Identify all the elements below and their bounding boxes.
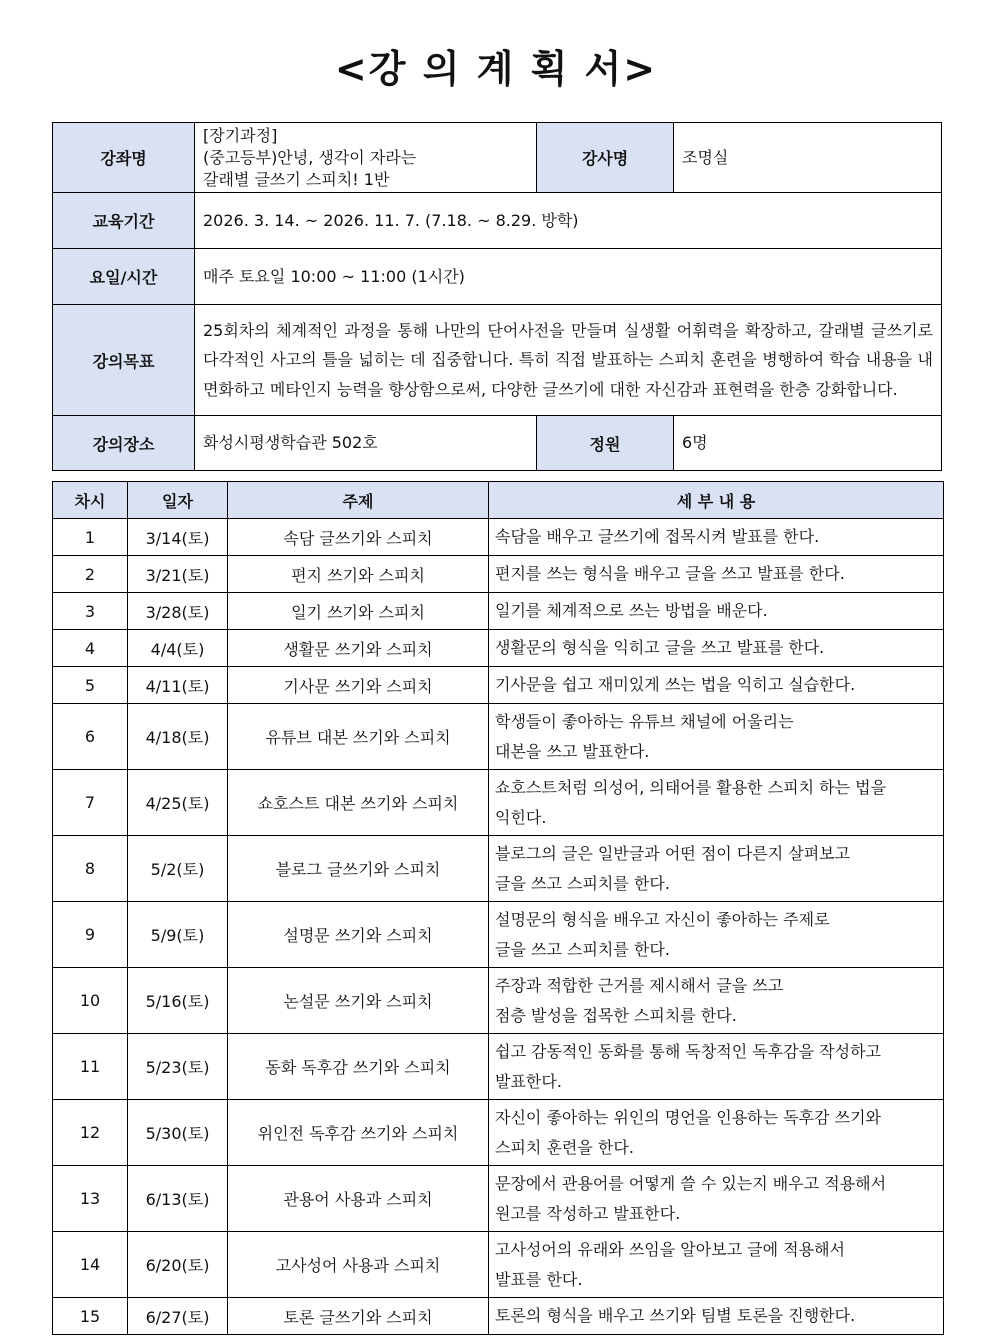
session-detail [489, 1298, 944, 1335]
session-number: 12 [53, 1100, 128, 1166]
session-date: 4/18(토) [128, 704, 228, 770]
session-detail [489, 667, 944, 704]
course-name-value [195, 123, 537, 193]
session-number: 8 [53, 836, 128, 902]
table-row [53, 836, 944, 902]
session-date: 4/11(토) [128, 667, 228, 704]
session-detail-line: 쉽고 감동적인 동화를 통해 독창적인 독후감을 작성하고 [495, 1042, 882, 1061]
table-row [53, 770, 944, 836]
course-info-table [52, 122, 942, 471]
session-date: 6/20(토) [128, 1232, 228, 1298]
session-number: 4 [53, 630, 128, 667]
session-number: 1 [53, 519, 128, 556]
session-detail-line: 속담을 배우고 글쓰기에 접목시켜 발표를 한다. [495, 527, 820, 547]
session-topic: 편지 쓰기와 스피치 [228, 556, 489, 593]
table-row [53, 593, 944, 630]
session-date: 3/14(토) [128, 519, 228, 556]
session-detail [489, 519, 944, 556]
session-detail-line: 기사문을 쉽고 재미있게 쓰는 법을 익히고 실습한다. [495, 675, 856, 695]
session-topic: 논설문 쓰기와 스피치 [228, 968, 489, 1034]
schedule-table [52, 481, 944, 1335]
instructor-value: 조명실 [674, 123, 942, 193]
session-detail-line: 편지를 쓰는 형식을 배우고 글을 쓰고 발표를 한다. [495, 564, 845, 584]
session-date: 5/16(토) [128, 968, 228, 1034]
session-detail [489, 1100, 944, 1166]
session-detail-line: 익힌다. [495, 807, 547, 827]
session-date: 5/23(토) [128, 1034, 228, 1100]
session-date: 4/25(토) [128, 770, 228, 836]
session-detail-line: 주장과 적합한 근거를 제시해서 글을 쓰고 [495, 976, 784, 995]
table-row [53, 1100, 944, 1166]
session-date: 4/4(토) [128, 630, 228, 667]
session-number: 11 [53, 1034, 128, 1100]
period-label: 교육기간 [53, 193, 195, 249]
goal-label: 강의목표 [53, 305, 195, 416]
table-row [53, 902, 944, 968]
session-topic: 유튜브 대본 쓰기와 스피치 [228, 704, 489, 770]
session-detail-line: 발표를 한다. [495, 1269, 583, 1289]
session-topic: 고사성어 사용과 스피치 [228, 1232, 489, 1298]
session-detail [489, 968, 944, 1034]
header-topic: 주제 [228, 482, 489, 519]
session-topic: 기사문 쓰기와 스피치 [228, 667, 489, 704]
instructor-label: 강사명 [537, 123, 674, 193]
session-topic: 위인전 독후감 쓰기와 스피치 [228, 1100, 489, 1166]
period-value: 2026. 3. 14. ~ 2026. 11. 7. (7.18. ~ 8.29. 방학) [195, 193, 942, 249]
table-row [53, 519, 944, 556]
session-number: 9 [53, 902, 128, 968]
session-date: 6/27(토) [128, 1298, 228, 1335]
session-detail [489, 770, 944, 836]
session-topic: 블로그 글쓰기와 스피치 [228, 836, 489, 902]
session-detail [489, 556, 944, 593]
session-number: 2 [53, 556, 128, 593]
session-number: 7 [53, 770, 128, 836]
place-value: 화성시평생학습관 502호 [195, 416, 537, 471]
session-detail-line: 글을 쓰고 스피치를 한다. [495, 939, 670, 959]
session-topic: 토론 글쓰기와 스피치 [228, 1298, 489, 1335]
table-row [53, 1232, 944, 1298]
session-date: 5/2(토) [128, 836, 228, 902]
document-title: <강 의 계 획 서> [334, 47, 658, 91]
session-date: 6/13(토) [128, 1166, 228, 1232]
place-label: 강의장소 [53, 416, 195, 471]
course-name-line: (중고등부)안녕, 생각이 자라는 [203, 147, 417, 167]
table-row [53, 1298, 944, 1335]
session-detail-line: 점층 발성을 접목한 스피치를 한다. [495, 1005, 737, 1025]
session-detail-line: 쇼호스트처럼 의성어, 의태어를 활용한 스피치 하는 법을 [495, 778, 887, 797]
header-session: 차시 [53, 482, 128, 519]
table-row [53, 968, 944, 1034]
session-topic: 설명문 쓰기와 스피치 [228, 902, 489, 968]
session-number: 5 [53, 667, 128, 704]
session-detail-line: 발표한다. [495, 1071, 562, 1091]
session-detail-line: 학생들이 좋아하는 유튜브 채널에 어울리는 [495, 712, 794, 731]
session-topic: 쇼호스트 대본 쓰기와 스피치 [228, 770, 489, 836]
session-detail-line: 자신이 좋아하는 위인의 명언을 인용하는 독후감 쓰기와 [495, 1108, 882, 1127]
session-topic: 관용어 사용과 스피치 [228, 1166, 489, 1232]
header-date: 일자 [128, 482, 228, 519]
session-detail [489, 1232, 944, 1298]
capacity-value: 6명 [674, 416, 942, 471]
session-date: 3/28(토) [128, 593, 228, 630]
session-number: 6 [53, 704, 128, 770]
session-date: 5/9(토) [128, 902, 228, 968]
session-detail-line: 고사성어의 유래와 쓰임을 알아보고 글에 적용해서 [495, 1240, 846, 1259]
table-row [53, 556, 944, 593]
session-detail-line: 토론의 형식을 배우고 쓰기와 팀별 토론을 진행한다. [495, 1306, 856, 1326]
session-detail-line: 일기를 체계적으로 쓰는 방법을 배운다. [495, 601, 768, 621]
session-detail-line: 문장에서 관용어를 어떻게 쓸 수 있는지 배우고 적용해서 [495, 1174, 887, 1193]
session-detail-line: 블로그의 글은 일반글과 어떤 점이 다른지 살펴보고 [495, 844, 851, 863]
session-number: 10 [53, 968, 128, 1034]
session-detail [489, 1034, 944, 1100]
course-name-line: [장기과정] [203, 125, 278, 145]
session-topic: 일기 쓰기와 스피치 [228, 593, 489, 630]
table-row [53, 1034, 944, 1100]
session-detail-line: 생활문의 형식을 익히고 글을 쓰고 발표를 한다. [495, 638, 825, 658]
session-detail [489, 836, 944, 902]
session-detail-line: 글을 쓰고 스피치를 한다. [495, 873, 670, 893]
session-detail-line: 원고를 작성하고 발표한다. [495, 1203, 681, 1223]
table-row [53, 630, 944, 667]
session-topic: 동화 독후감 쓰기와 스피치 [228, 1034, 489, 1100]
session-detail [489, 704, 944, 770]
goal-value: 25회차의 체계적인 과정을 통해 나만의 단어사전을 만들며 실생활 어휘력을 확장하고, 갈래별 글쓰기로 다각적인 사고의 틀을 넓히는 데 집중합니다. 특히 직접 발표하는 스피치 훈련을 병행하여 학습 내용을 내면화하고 메타인지 능력을 향상함으로써, 다양한 글쓰기에 대한 자신감과 표현력을 한층 강화합니다. [195, 305, 942, 416]
session-date: 3/21(토) [128, 556, 228, 593]
course-name-label: 강좌명 [53, 123, 195, 193]
capacity-label: 정원 [537, 416, 674, 471]
session-detail [489, 630, 944, 667]
time-label: 요일/시간 [53, 249, 195, 305]
session-detail-line: 설명문의 형식을 배우고 자신이 좋아하는 주제로 [495, 910, 830, 929]
course-name-line: 갈래별 글쓰기 스피치! 1반 [203, 169, 390, 189]
session-number: 13 [53, 1166, 128, 1232]
session-number: 3 [53, 593, 128, 630]
session-detail [489, 1166, 944, 1232]
session-topic: 속담 글쓰기와 스피치 [228, 519, 489, 556]
session-number: 15 [53, 1298, 128, 1335]
session-detail-line: 대본을 쓰고 발표한다. [495, 741, 650, 761]
table-row [53, 1166, 944, 1232]
table-row [53, 667, 944, 704]
session-number: 14 [53, 1232, 128, 1298]
session-detail-line: 스피치 훈련을 한다. [495, 1137, 634, 1157]
session-detail [489, 593, 944, 630]
table-row [53, 704, 944, 770]
session-detail [489, 902, 944, 968]
time-value: 매주 토요일 10:00 ~ 11:00 (1시간) [195, 249, 942, 305]
session-topic: 생활문 쓰기와 스피치 [228, 630, 489, 667]
header-detail: 세 부 내 용 [489, 482, 944, 519]
session-date: 5/30(토) [128, 1100, 228, 1166]
